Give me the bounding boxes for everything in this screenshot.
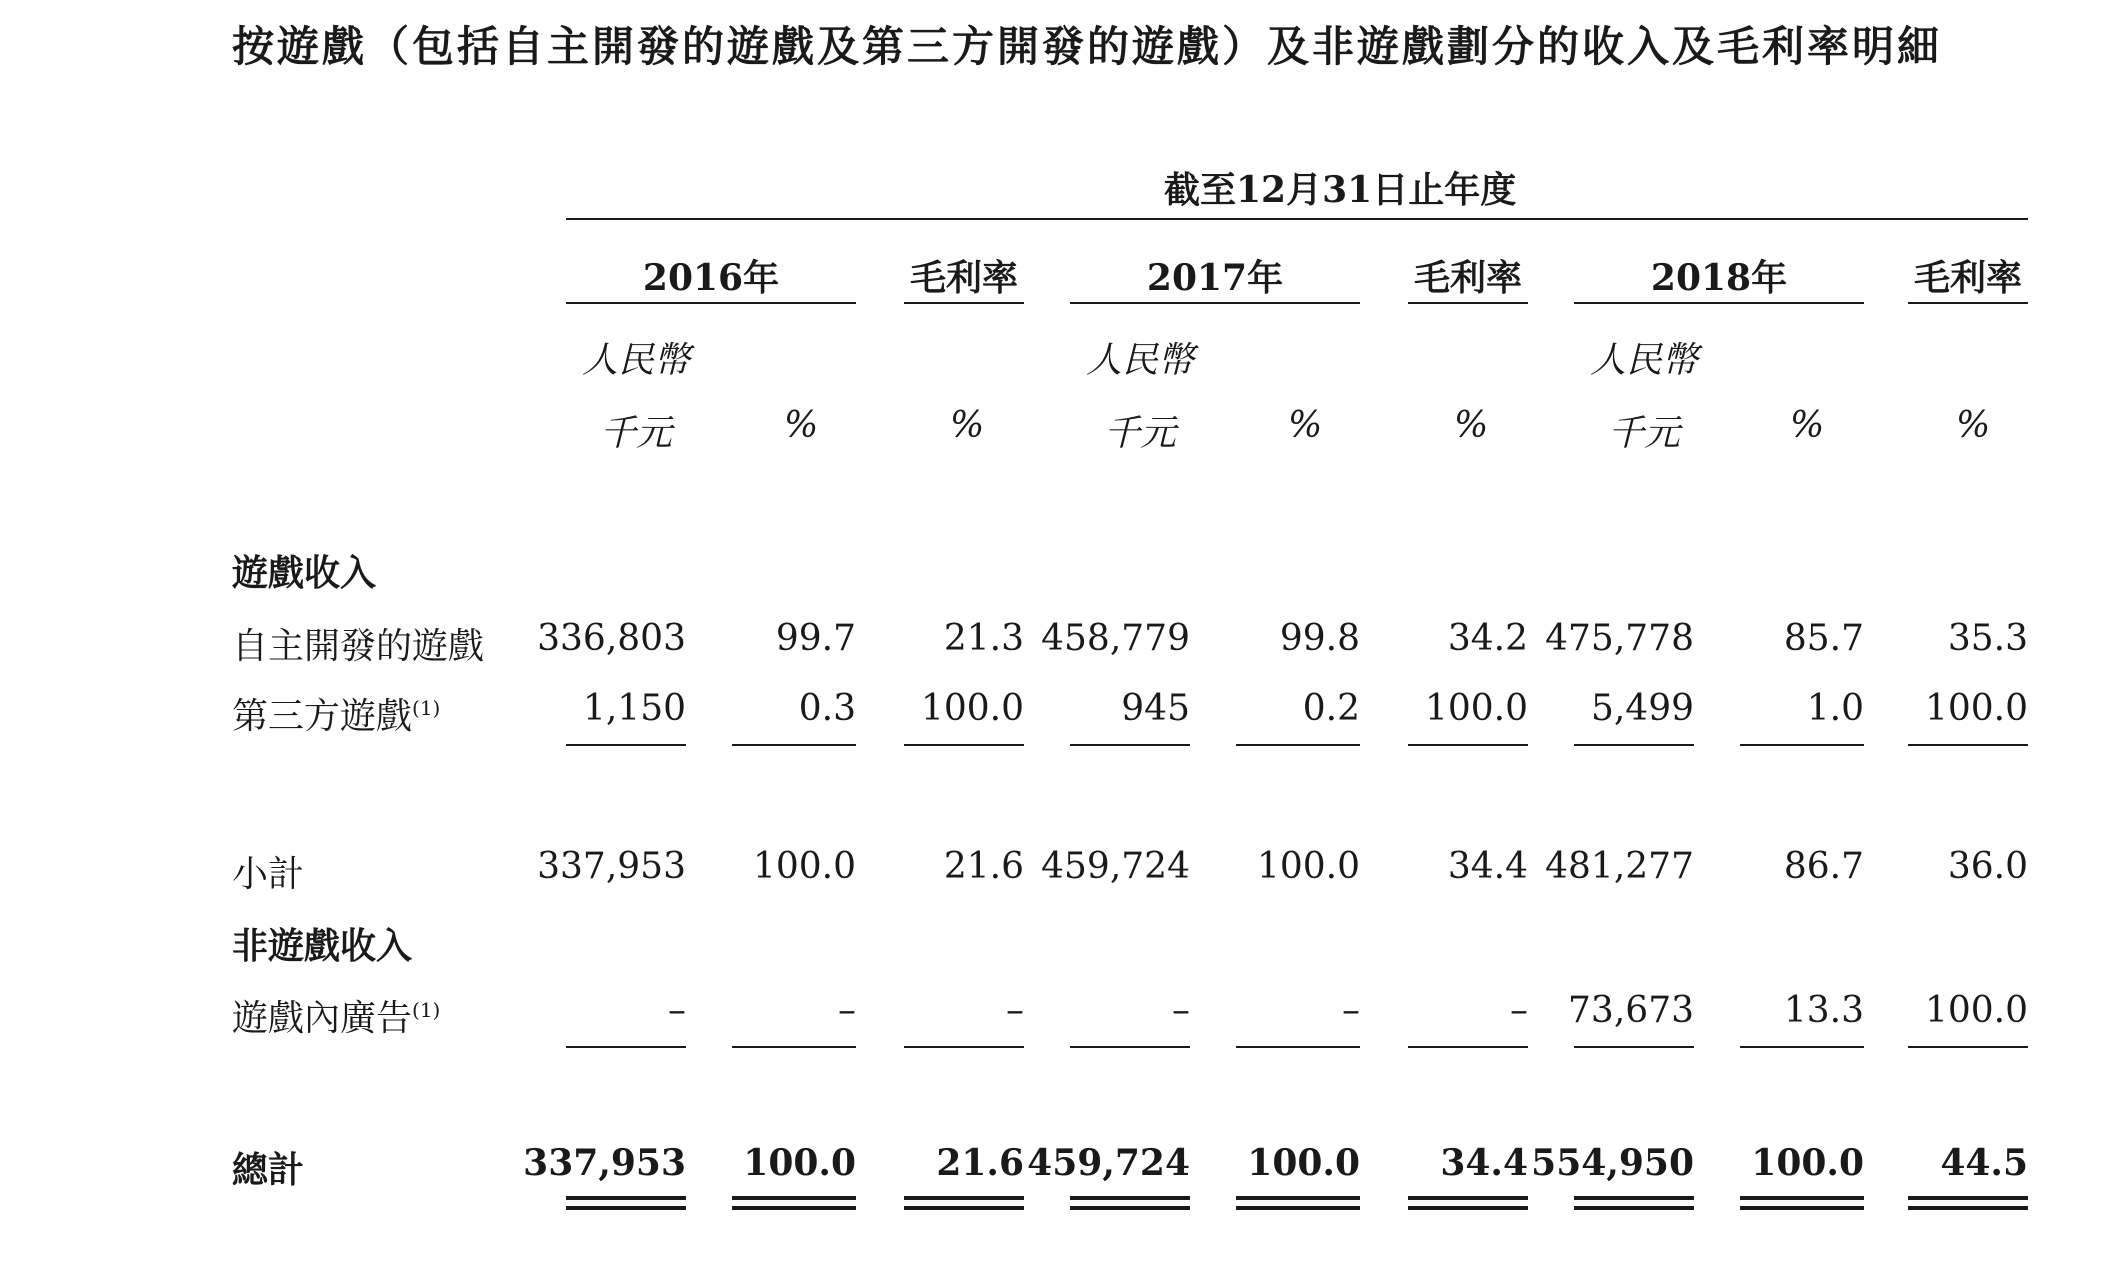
row-label-third-party-text: 第三方遊戲 bbox=[232, 696, 413, 737]
unit-thousand-2017: 千元 bbox=[1104, 413, 1177, 454]
cell-subtotal-2: 21.6 bbox=[943, 846, 1024, 887]
cell-subtotal-4: 100.0 bbox=[1256, 846, 1360, 887]
underline-in-game-ads-5 bbox=[1408, 1046, 1528, 1048]
unit-percent-2017: % bbox=[1288, 405, 1323, 446]
cell-third-party-8: 100.0 bbox=[1924, 688, 2028, 729]
double-underline-total-6 bbox=[1574, 1196, 1694, 1210]
cell-third-party-2: 100.0 bbox=[920, 688, 1024, 729]
cell-subtotal-1: 100.0 bbox=[752, 846, 856, 887]
underline-third-party-6 bbox=[1574, 744, 1694, 746]
cell-subtotal-5: 34.4 bbox=[1447, 846, 1528, 887]
cell-total-7: 100.0 bbox=[1751, 1142, 1864, 1184]
underline-third-party-5 bbox=[1408, 744, 1528, 746]
footnote-marker: (1) bbox=[412, 998, 441, 1022]
cell-total-6: 554,950 bbox=[1531, 1142, 1694, 1184]
double-underline-total-5 bbox=[1408, 1196, 1528, 1210]
cell-in-game-ads-7: 13.3 bbox=[1783, 990, 1864, 1031]
year-header-2016: 2016年 bbox=[642, 257, 780, 299]
cell-third-party-7: 1.0 bbox=[1806, 688, 1864, 729]
row-label-in-game-ads bbox=[232, 990, 440, 1041]
cell-in-game-ads-1: – bbox=[838, 990, 856, 1031]
section-game-revenue: 遊戲收入 bbox=[232, 553, 377, 594]
row-label-subtotal: 小計 bbox=[232, 854, 305, 895]
double-underline-total-1 bbox=[732, 1196, 856, 1210]
underline-third-party-7 bbox=[1740, 744, 1864, 746]
unit-percent-2018: % bbox=[1790, 405, 1825, 446]
cell-total-8: 44.5 bbox=[1940, 1142, 2028, 1184]
underline-third-party-0 bbox=[566, 744, 686, 746]
cell-subtotal-8: 36.0 bbox=[1947, 846, 2028, 887]
cell-total-1: 100.0 bbox=[743, 1142, 856, 1184]
cell-total-4: 100.0 bbox=[1247, 1142, 1360, 1184]
cell-third-party-3: 945 bbox=[1121, 688, 1190, 729]
table-title: 按遊戲（包括自主開發的遊戲及第三方開發的遊戲）及非遊戲劃分的收入及毛利率明細 bbox=[232, 22, 1943, 71]
underline-in-game-ads-4 bbox=[1236, 1046, 1360, 1048]
underline-in-game-ads-8 bbox=[1908, 1046, 2028, 1048]
double-underline-total-0 bbox=[566, 1196, 686, 1210]
cell-subtotal-3: 459,724 bbox=[1041, 846, 1190, 887]
cell-self-developed-3: 458,779 bbox=[1041, 618, 1190, 659]
cell-in-game-ads-2: – bbox=[1006, 990, 1024, 1031]
year-header-2018: 2018年 bbox=[1650, 257, 1788, 299]
cell-third-party-5: 100.0 bbox=[1424, 688, 1528, 729]
unit-percent-gm-2016: % bbox=[950, 405, 985, 446]
cell-total-0: 337,953 bbox=[523, 1142, 686, 1184]
gross-margin-header-2018: 毛利率 bbox=[1913, 257, 2022, 299]
period-header: 截至12月31日止年度 bbox=[1164, 169, 1517, 211]
underline-in-game-ads-7 bbox=[1740, 1046, 1864, 1048]
gross-margin-header-2017: 毛利率 bbox=[1413, 257, 1522, 299]
underline-third-party-2 bbox=[904, 744, 1024, 746]
cell-subtotal-6: 481,277 bbox=[1545, 846, 1694, 887]
unit-percent-2016: % bbox=[784, 405, 819, 446]
cell-self-developed-8: 35.3 bbox=[1947, 618, 2028, 659]
unit-percent-gm-2017: % bbox=[1454, 405, 1489, 446]
cell-third-party-4: 0.2 bbox=[1302, 688, 1360, 729]
cell-total-3: 459,724 bbox=[1027, 1142, 1190, 1184]
cell-in-game-ads-3: – bbox=[1172, 990, 1190, 1031]
unit-currency-2018: 人民幣 bbox=[1590, 340, 1699, 381]
gm-rule-2018 bbox=[1908, 302, 2028, 304]
gross-margin-header-2016: 毛利率 bbox=[909, 257, 1018, 299]
cell-self-developed-6: 475,778 bbox=[1545, 618, 1694, 659]
double-underline-total-8 bbox=[1908, 1196, 2028, 1210]
cell-self-developed-1: 99.7 bbox=[775, 618, 856, 659]
underline-in-game-ads-3 bbox=[1070, 1046, 1190, 1048]
cell-total-5: 34.4 bbox=[1440, 1142, 1528, 1184]
double-underline-total-3 bbox=[1070, 1196, 1190, 1210]
row-label-total: 總計 bbox=[232, 1150, 305, 1191]
unit-thousand-2016: 千元 bbox=[600, 413, 673, 454]
year-rule-2018 bbox=[1574, 302, 1864, 304]
cell-self-developed-7: 85.7 bbox=[1783, 618, 1864, 659]
year-header-2017: 2017年 bbox=[1146, 257, 1284, 299]
row-label-third-party bbox=[232, 688, 440, 739]
cell-in-game-ads-8: 100.0 bbox=[1924, 990, 2028, 1031]
underline-third-party-4 bbox=[1236, 744, 1360, 746]
cell-subtotal-7: 86.7 bbox=[1783, 846, 1864, 887]
cell-in-game-ads-0: – bbox=[668, 990, 686, 1031]
cell-third-party-1: 0.3 bbox=[798, 688, 856, 729]
cell-in-game-ads-5: – bbox=[1510, 990, 1528, 1031]
double-underline-total-7 bbox=[1740, 1196, 1864, 1210]
year-rule-2017 bbox=[1070, 302, 1360, 304]
row-label-in-game-ads-text: 遊戲內廣告 bbox=[232, 998, 413, 1039]
footnote-marker: (1) bbox=[412, 696, 441, 720]
cell-self-developed-5: 34.2 bbox=[1447, 618, 1528, 659]
cell-self-developed-4: 99.8 bbox=[1279, 618, 1360, 659]
underline-in-game-ads-1 bbox=[732, 1046, 856, 1048]
underline-third-party-1 bbox=[732, 744, 856, 746]
cell-self-developed-0: 336,803 bbox=[537, 618, 686, 659]
unit-currency-2017: 人民幣 bbox=[1086, 340, 1195, 381]
gm-rule-2017 bbox=[1408, 302, 1528, 304]
section-non-game-revenue: 非遊戲收入 bbox=[232, 926, 413, 967]
period-rule bbox=[566, 218, 2028, 220]
cell-self-developed-2: 21.3 bbox=[943, 618, 1024, 659]
double-underline-total-4 bbox=[1236, 1196, 1360, 1210]
cell-in-game-ads-4: – bbox=[1342, 990, 1360, 1031]
underline-third-party-3 bbox=[1070, 744, 1190, 746]
unit-thousand-2018: 千元 bbox=[1608, 413, 1681, 454]
underline-in-game-ads-2 bbox=[904, 1046, 1024, 1048]
double-underline-total-2 bbox=[904, 1196, 1024, 1210]
cell-total-2: 21.6 bbox=[936, 1142, 1024, 1184]
gm-rule-2016 bbox=[904, 302, 1024, 304]
underline-in-game-ads-6 bbox=[1574, 1046, 1694, 1048]
underline-in-game-ads-0 bbox=[566, 1046, 686, 1048]
cell-third-party-0: 1,150 bbox=[582, 688, 686, 729]
underline-third-party-8 bbox=[1908, 744, 2028, 746]
cell-in-game-ads-6: 73,673 bbox=[1568, 990, 1694, 1031]
row-label-self-developed: 自主開發的遊戲 bbox=[232, 626, 485, 667]
year-rule-2016 bbox=[566, 302, 856, 304]
unit-currency-2016: 人民幣 bbox=[582, 340, 691, 381]
cell-subtotal-0: 337,953 bbox=[537, 846, 686, 887]
unit-percent-gm-2018: % bbox=[1956, 405, 1991, 446]
cell-third-party-6: 5,499 bbox=[1590, 688, 1694, 729]
